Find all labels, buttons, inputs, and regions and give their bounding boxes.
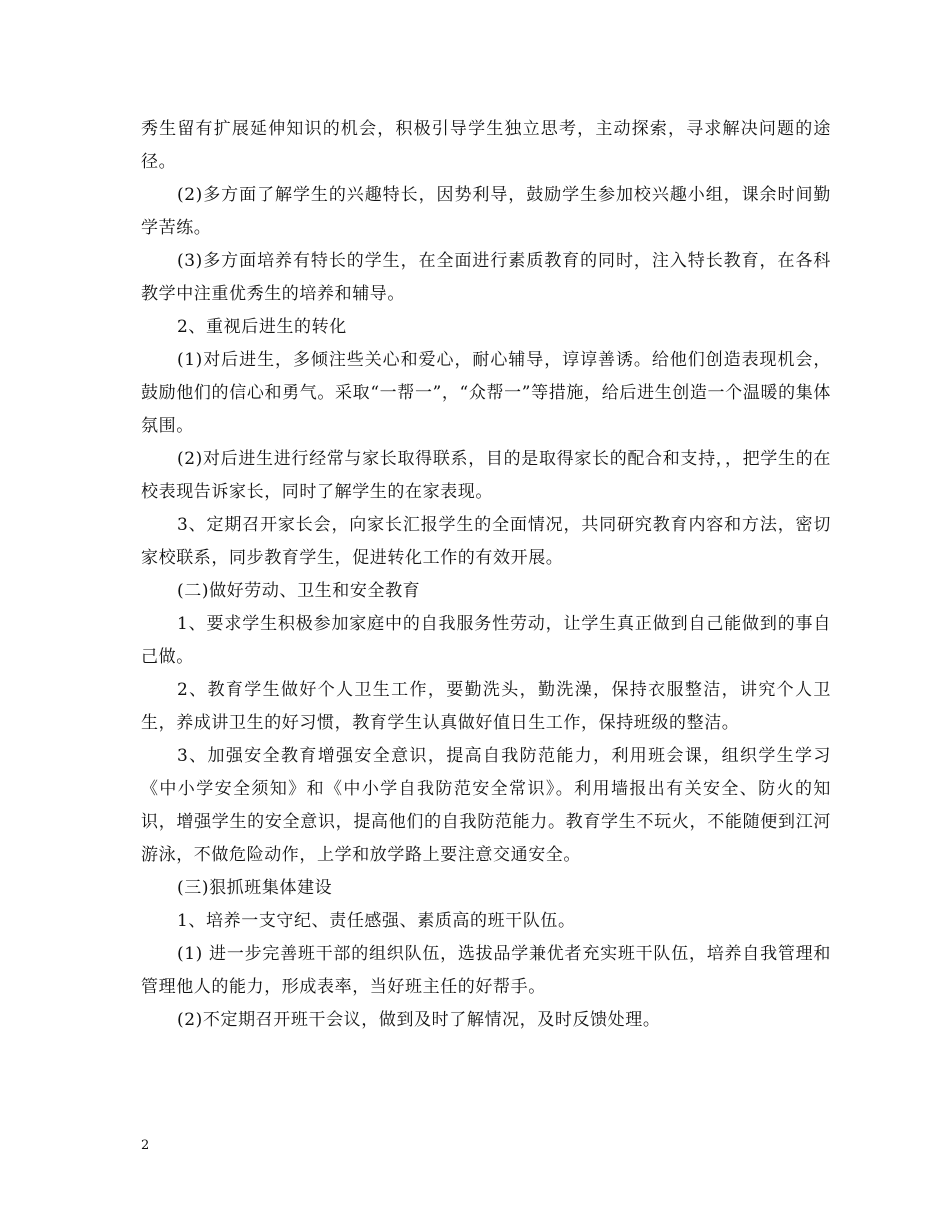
paragraph: 1、要求学生积极参加家庭中的自我服务性劳动，让学生真正做到自己能做到的事自己做。 bbox=[141, 614, 831, 667]
paragraph: (1) 进一步完善班干部的组织队伍，选拔品学兼优者充实班干队伍，培养自我管理和管理他人的能力，形成表率，当好班主任的好帮手。 bbox=[141, 944, 831, 997]
paragraph: (2)多方面了解学生的兴趣特长，因势利导，鼓励学生参加校兴趣小组，课余时间勤学苦练。 bbox=[141, 185, 831, 238]
paragraph: 秀生留有扩展延伸知识的机会，积极引导学生独立思考，主动探索，寻求解决问题的途径。 bbox=[141, 119, 831, 172]
paragraph: 3、定期召开家长会，向家长汇报学生的全面情况，共同研究教育内容和方法，密切家校联系，同步教育学生，促进转化工作的有效开展。 bbox=[141, 515, 831, 568]
section-heading: (二)做好劳动、卫生和安全教育 bbox=[177, 581, 421, 601]
section-heading: 2、重视后进生的转化 bbox=[177, 317, 347, 337]
paragraph: (2)不定期召开班干会议，做到及时了解情况，及时反馈处理。 bbox=[177, 1010, 661, 1030]
paragraph: (1)对后进生，多倾注些关心和爱心，耐心辅导，谆谆善诱。给他们创造表现机会，鼓励他们的信心和勇气。采取“一帮一”，“众帮一”等措施，给后进生创造一个温暖的集体氛围。 bbox=[141, 350, 831, 436]
document-body bbox=[141, 113, 831, 1037]
paragraph: (3)多方面培养有特长的学生，在全面进行素质教育的同时，注入特长教育，在各科教学中注重优秀生的培养和辅导。 bbox=[141, 251, 831, 304]
page-number: 2 bbox=[141, 1138, 150, 1153]
paragraph: 3、加强安全教育增强安全意识，提高自我防范能力，利用班会课，组织学生学习《中小学安全须知》和《中小学自我防范安全常识》。利用墙报出有关安全、防火的知识，增强学生的安全意识，提高他们的自我防范能力。教育学生不玩火，不能随便到江河游泳，不做危险动作，上学和放学路上要注意交通安全。 bbox=[141, 746, 831, 865]
paragraph: 1、培养一支守纪、责任感强、素质高的班干队伍。 bbox=[177, 911, 576, 931]
paragraph: (2)对后进生进行经常与家长取得联系，目的是取得家长的配合和支持，，把学生的在校表现告诉家长，同时了解学生的在家表现。 bbox=[141, 449, 831, 502]
paragraph: 2、教育学生做好个人卫生工作，要勤洗头，勤洗澡，保持衣服整洁，讲究个人卫生，养成讲卫生的好习惯，教育学生认真做好值日生工作，保持班级的整洁。 bbox=[141, 680, 831, 733]
section-heading: (三)狠抓班集体建设 bbox=[177, 878, 333, 898]
